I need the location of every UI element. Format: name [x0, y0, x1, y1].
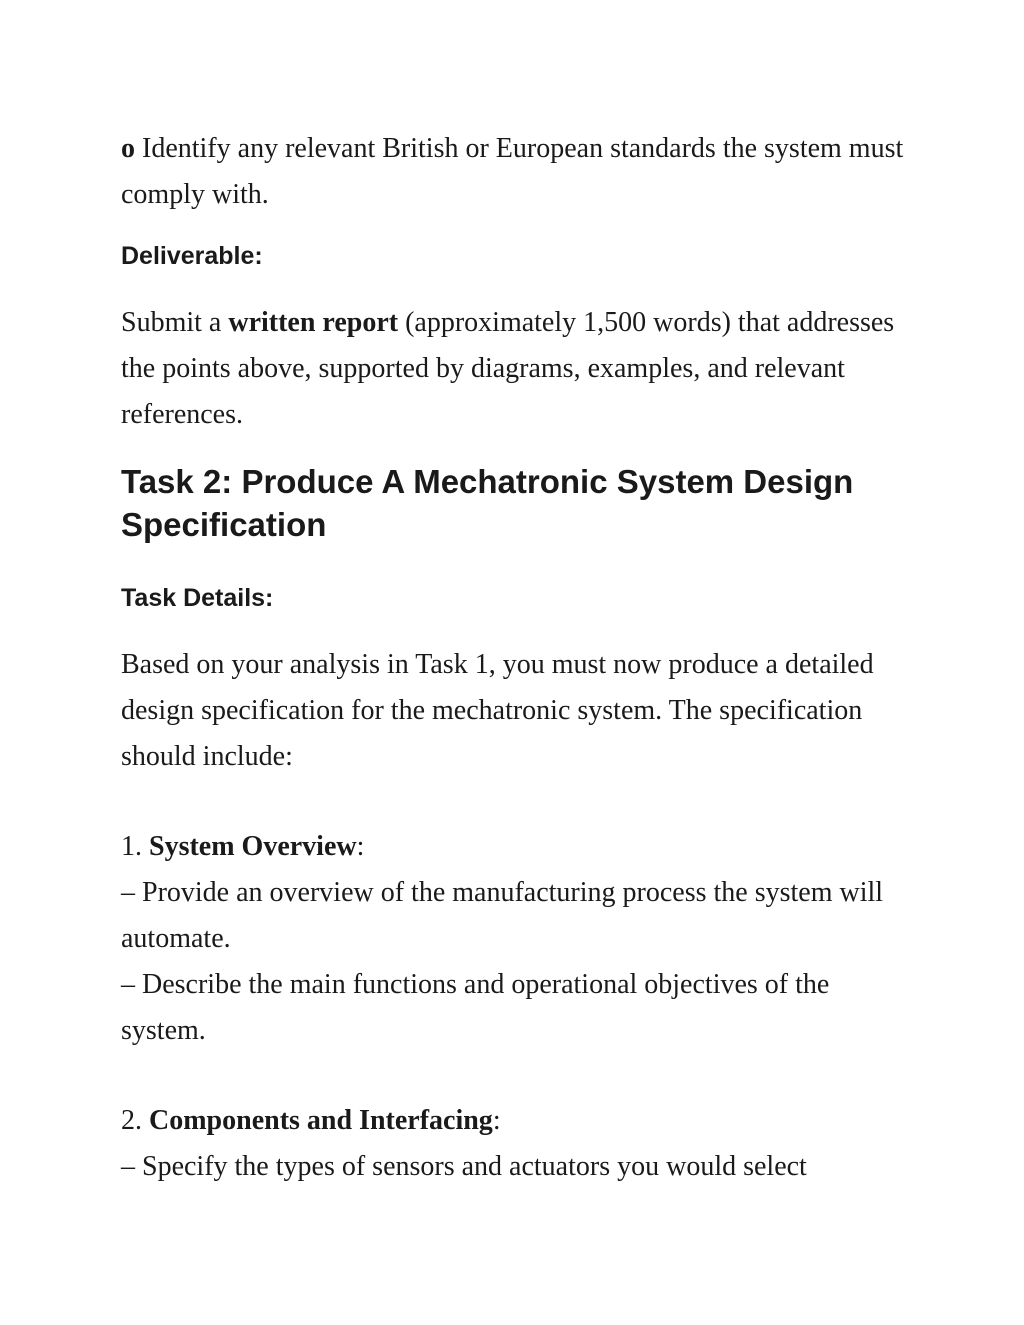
bullet-text: Identify any relevant British or European standards the system must comply with.	[121, 133, 904, 210]
task-details-heading: Task Details:	[121, 584, 274, 612]
list-item-number: 1.	[121, 831, 149, 862]
task2-intro-paragraph: Based on your analysis in Task 1, you must now produce a detailed design specification for the mechatronic system. The specification should include:	[121, 649, 874, 772]
list-item-number: 2.	[121, 1105, 149, 1136]
list-item-line: – Describe the main functions and operational objectives of the system.	[121, 969, 830, 1046]
task2-title: Task 2: Produce A Mechatronic System Design Specification	[121, 463, 854, 543]
list-item-line: – Provide an overview of the manufacturing process the system will automate.	[121, 877, 884, 954]
list-item-title: System Overview	[149, 831, 357, 862]
deliverable-bold-text: written report	[228, 307, 399, 338]
document-page	[121, 126, 911, 1190]
deliverable-heading: Deliverable:	[121, 242, 263, 270]
list-item-heading	[121, 1098, 911, 1144]
bullet-marker: o	[121, 133, 135, 164]
list-item-colon: :	[356, 831, 365, 862]
list-item-line: – Specify the types of sensors and actuators you would select	[121, 1151, 807, 1182]
deliverable-text-after: (approximately 1,500 words) that addresses the points above, supported by diagrams, examples, and relevant references.	[121, 307, 895, 430]
list-item-system-overview	[121, 824, 911, 1054]
deliverable-paragraph	[121, 300, 911, 438]
list-item-title: Components and Interfacing	[149, 1105, 493, 1136]
list-item-colon: :	[492, 1105, 501, 1136]
list-item-heading	[121, 824, 911, 870]
deliverable-text-before: Submit a	[121, 307, 229, 338]
list-item-components-interfacing	[121, 1098, 911, 1190]
standards-bullet-item	[121, 126, 911, 218]
